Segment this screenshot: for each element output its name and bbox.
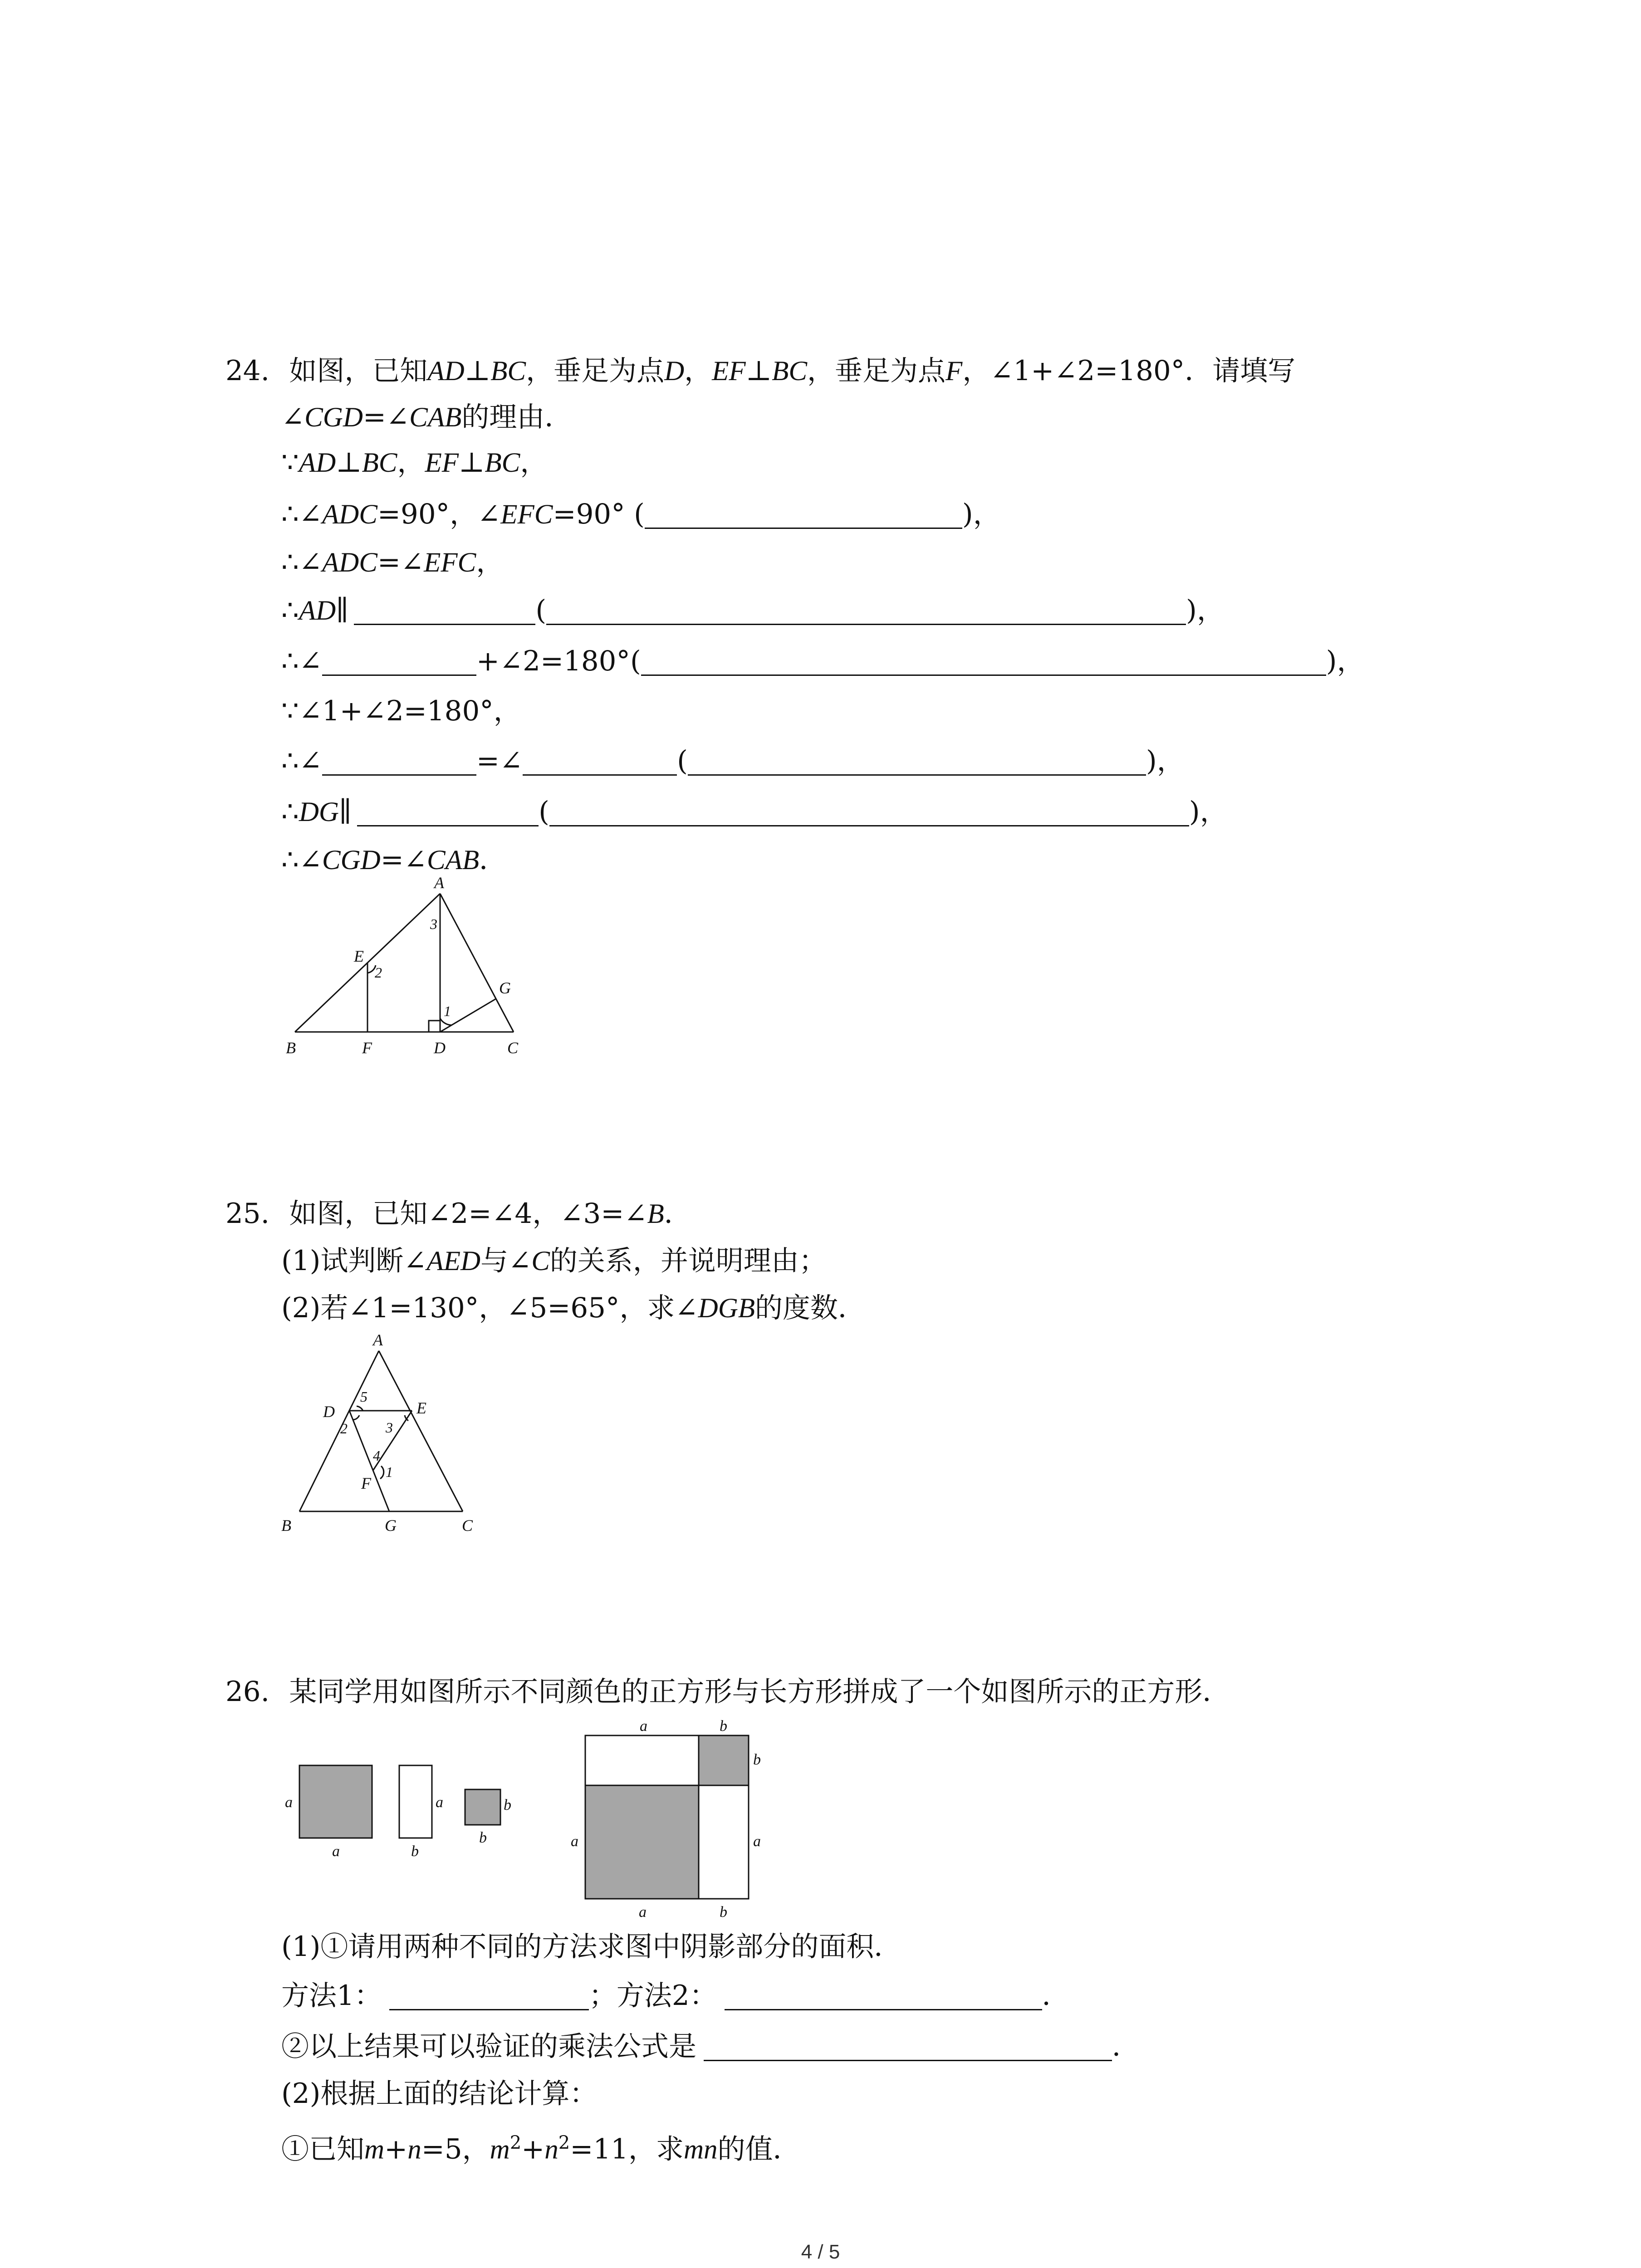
point-a-label: A (434, 874, 444, 892)
angle-1-arc (380, 1466, 384, 1479)
q24-line-8: ∵∠1+∠2=180°， (281, 695, 521, 727)
point-c-label: C (462, 1516, 473, 1535)
q26-line-4: ②以上结果可以验证的乘法公式是 ． (281, 2030, 1140, 2063)
point-g-label: G (499, 979, 511, 997)
q24-line-11: ∴∠CGD=∠CAB． (281, 844, 507, 876)
angle-1-label: 1 (386, 1464, 393, 1480)
angle-5-label: 5 (360, 1388, 367, 1405)
page-number: 4 / 5 (801, 2241, 840, 2263)
answer-blank[interactable] (322, 748, 476, 776)
q25-line-1: 25. 如图，已知∠2=∠4，∠3=∠B． (225, 1198, 692, 1230)
answer-blank[interactable] (322, 648, 476, 676)
composite-square-b (699, 1735, 749, 1785)
side-label-a: a (332, 1843, 340, 1860)
composite-square-a (585, 1785, 699, 1899)
angle-2-label: 2 (340, 1420, 348, 1437)
right-angle-mark (429, 1021, 440, 1032)
segment-dg (349, 1411, 389, 1511)
answer-blank[interactable] (641, 648, 1326, 676)
angle-3-label: 3 (430, 916, 437, 932)
q24-figure (272, 871, 544, 1061)
side-label-a: a (639, 1904, 647, 1921)
q24-number: 24. (225, 355, 270, 387)
angle-2-label: 2 (375, 964, 382, 981)
answer-blank[interactable] (523, 748, 677, 776)
side-label-b: b (753, 1751, 761, 1768)
square-b (465, 1789, 500, 1825)
side-label-b: b (720, 1718, 727, 1735)
q24-line-6: ∴AD∥ ( )， (281, 594, 1225, 626)
point-c-label: C (507, 1039, 519, 1057)
side-label-b: b (504, 1797, 511, 1813)
q26-line-2: (1)①请用两种不同的方法求图中阴影部分的面积． (281, 1931, 902, 1963)
answer-blank[interactable] (725, 1983, 1042, 2010)
answer-blank[interactable] (389, 1983, 589, 2010)
angle-1-label: 1 (444, 1003, 451, 1019)
answer-blank[interactable] (704, 2033, 1112, 2061)
q25-number: 25. (225, 1198, 270, 1230)
side-label-b: b (720, 1904, 727, 1921)
point-b-label: B (281, 1516, 291, 1535)
q25-figure (272, 1325, 508, 1542)
q26-line-5: (2)根据上面的结论计算： (281, 2077, 598, 2110)
q25-line-3: (2)若∠1=130°，∠5=65°，求∠DGB的度数． (281, 1292, 866, 1324)
point-d-label: D (434, 1039, 446, 1057)
answer-blank[interactable] (354, 597, 535, 625)
point-d-label: D (323, 1403, 335, 1421)
answer-blank[interactable] (549, 799, 1189, 826)
q26-line-3: 方法1： ；方法2： ． (281, 1980, 1070, 2012)
q24-line-10: ∴DG∥ ( )， (281, 796, 1228, 828)
answer-blank[interactable] (645, 501, 962, 529)
side-label-a: a (640, 1718, 647, 1735)
point-e-label: E (416, 1399, 426, 1417)
q25-line-2: (1)试判断∠AED与∠C的关系，并说明理由； (281, 1245, 827, 1277)
q26-number: 26. (225, 1676, 270, 1708)
angle-4-label: 4 (373, 1447, 380, 1464)
angle-2-arc (353, 1415, 359, 1420)
point-g-label: G (385, 1516, 397, 1535)
q24-line-4: ∴∠ADC=90°，∠EFC=90° ( )， (281, 498, 1001, 530)
side-label-a: a (571, 1833, 578, 1850)
side-label-a: a (285, 1794, 293, 1811)
side-label-b: b (479, 1829, 487, 1846)
q26-line-6: ①已知m+n=5，$m^2+n^2=11$，求mn的值． (281, 2132, 801, 2165)
q24-line-7: ∴∠ +∠2=180°( )， (281, 645, 1365, 677)
q26-line-1: 26. 某同学用如图所示不同颜色的正方形与长方形拼成了一个如图所示的正方形． (225, 1676, 1230, 1708)
side-label-a: a (436, 1794, 443, 1811)
q24-line-9: ∴∠ =∠ ( )， (281, 745, 1185, 777)
answer-blank[interactable] (688, 748, 1146, 776)
point-b-label: B (286, 1039, 296, 1057)
segment-ac (440, 894, 514, 1032)
point-a-label: A (373, 1331, 383, 1349)
angle-1-arc (440, 1018, 452, 1025)
q24-line-5: ∴∠ADC=∠EFC， (281, 546, 504, 578)
point-f-label: F (361, 1474, 371, 1492)
square-a (299, 1765, 372, 1838)
side-label-a: a (753, 1833, 761, 1850)
q24-line-2: ∠CGD=∠CAB的理由． (281, 401, 573, 433)
point-e-label: E (354, 947, 364, 965)
answer-blank[interactable] (357, 799, 539, 826)
point-f-label: F (362, 1039, 372, 1057)
answer-blank[interactable] (546, 597, 1186, 625)
q26-figure (272, 1715, 794, 1923)
q24-line-1: 24. 如图，已知AD⊥BC，垂足为点D，EF⊥BC，垂足为点F，∠1+∠2=180°．请填写 (225, 355, 1296, 387)
side-label-b: b (411, 1843, 419, 1860)
rectangle-ab (399, 1765, 432, 1838)
q24-line-3: ∵AD⊥BC，EF⊥BC， (281, 446, 548, 479)
angle-3-label: 3 (386, 1419, 393, 1436)
